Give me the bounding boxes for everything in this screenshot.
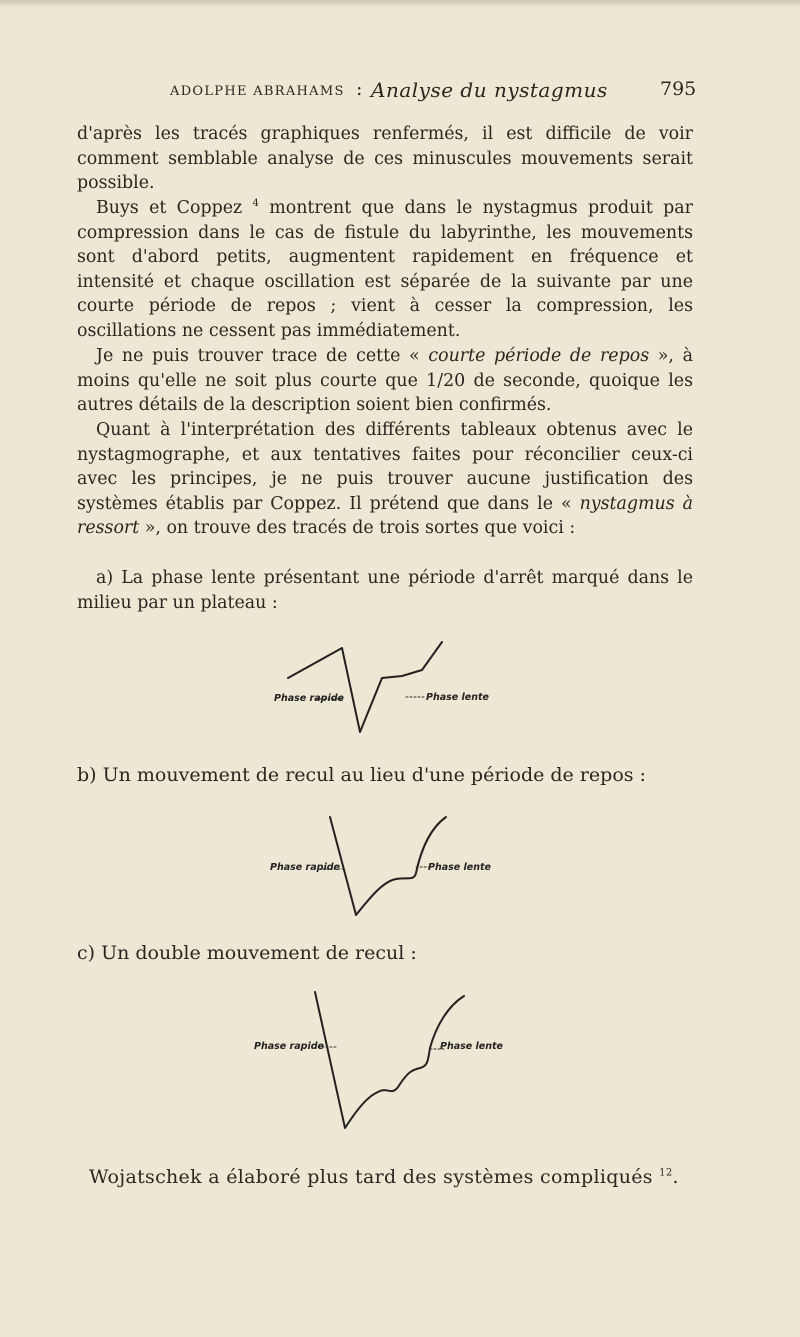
paragraph-4-italic: nystagmus à ressort [77,493,693,539]
figure-b-label-fast: Phase rapide [270,862,340,873]
header-author: ADOLPHE ABRAHAMS [170,84,345,99]
paragraph-1: d'après les tracés graphiques renfermés, il est difficile de voir comment semblable analyse de ces minuscules mouvements serait possible. [77,124,693,194]
figure-b-tracing [260,815,520,920]
figure-c-curve [315,992,464,1128]
page-number: 795 [660,78,697,100]
paragraph-4-text-cont: », on trouve des tracés de trois sortes que voici : [139,518,576,539]
paragraph-3-text: Je ne puis trouver trace de cette « [96,346,429,366]
footnote-ref-4: 4 [252,198,259,210]
closing-period: . [672,1166,679,1188]
header-title: Analyse du nystagmus [371,78,608,102]
figure-a-tracing [260,640,520,740]
page-edge [0,0,800,8]
figure-a-curve [288,642,442,732]
figure-c-label-fast: Phase rapide [254,1041,324,1052]
figure-c-label-slow: Phase lente [440,1041,503,1052]
figure-b-label-slow: Phase lente [428,862,491,873]
paragraph-3 [77,344,693,418]
item-b: b) Un mouvement de recul au lieu d'une période de repos : [77,764,646,786]
item-c: c) Un double mouvement de recul : [77,942,417,964]
paragraph-4-text: Quant à l'interprétation des différents tableaux obtenus avec le nystagmographe, et aux tentatives faites pour réconcilier ceux-ci avec les principes, je ne puis trouver aucune justification des systèmes établis par Coppez. Il prétend que dans le « [77,420,693,514]
paragraph-2-text: Buys et Coppez [96,198,253,218]
running-header [170,78,730,106]
figure-c-tracing [240,990,520,1130]
paragraph-2 [77,196,693,344]
paragraph-3-italic: courte période de repos [428,346,650,366]
item-a: a) La phase lente présentant une période d'arrêt marqué dans le milieu par un plateau : [77,568,693,613]
paragraph-4 [77,418,693,541]
figure-a-label-fast: Phase rapide [274,693,344,704]
closing-text: Wojatschek a élaboré plus tard des systèmes compliqués [89,1166,660,1188]
paragraph-2-text-cont: montrent que dans le nystagmus produit par compression dans le cas de fistule du labyrinthe, les mouvements sont d'abord petits, augmentent rapidement en fréquence et intensité et chaque oscillation est séparée de la suivante par une courte période de repos ; vient à cesser la compression, les oscillations ne cessent pas immédiatement. [77,198,693,341]
closing-sentence [89,1164,709,1190]
header-separator: : [356,78,363,100]
figure-a-label-slow: Phase lente [426,692,489,703]
paragraph-3-text-cont: », à moins qu'elle ne soit plus courte que 1/20 de seconde, quoique les autres détails de la description soient bien confirmés. [77,346,693,416]
footnote-ref-12: 12 [659,1167,673,1179]
